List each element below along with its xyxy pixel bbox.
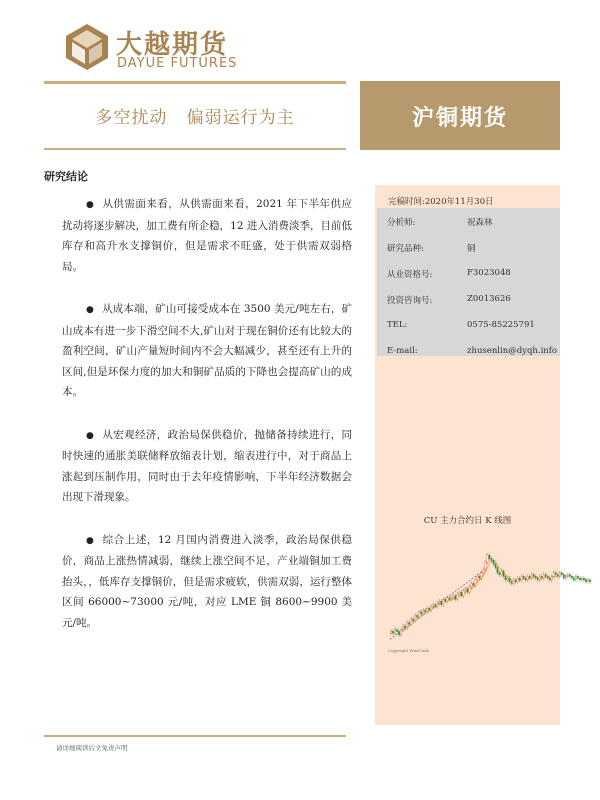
conclusion-list: [62, 194, 352, 655]
candle: [479, 574, 480, 580]
candle: [396, 627, 397, 633]
logo-text-en: DAYUE FUTURES: [117, 56, 238, 71]
subtitle-divider: [44, 148, 346, 150]
info-row-consult: [377, 286, 560, 312]
candle: [441, 599, 442, 607]
info-row-qualification: [377, 260, 560, 286]
report-title: 沪铜期货: [411, 106, 508, 131]
info-label: 分析师:: [387, 218, 416, 228]
email-value[interactable]: zhusenlin@dyqh.info: [467, 346, 558, 356]
candle: [461, 590, 462, 598]
candle: [420, 610, 421, 616]
candle: [577, 574, 578, 580]
candle: [529, 574, 530, 580]
candle: [495, 562, 496, 570]
candle: [565, 574, 566, 580]
candle: [533, 572, 534, 578]
candle: [511, 580, 512, 586]
candle: [515, 578, 516, 584]
candle: [579, 576, 580, 582]
email-label: E-mail:: [387, 346, 418, 356]
trend-line: [390, 568, 486, 639]
candle: [473, 581, 474, 587]
candle: [497, 565, 498, 575]
candle: [545, 572, 546, 578]
candle: [457, 592, 458, 602]
candle: [437, 601, 438, 609]
candle: [400, 627, 401, 637]
conclusion-text: 从供需面来看，从供需面来看，2021 年下半年供应扰动将逐步解决，加工费有所企稳，12 进入消费淡季，目前低库存和高升水支撑铜价，但是需求不旺盛，处于供需双弱格局。: [62, 198, 352, 273]
candle: [523, 574, 524, 580]
candle: [539, 574, 540, 582]
candle: [426, 606, 427, 614]
tel-label: TEL:: [387, 320, 408, 330]
candle: [451, 596, 452, 602]
chart-title: CU 主力合约日 K 线图: [423, 516, 512, 526]
candle: [569, 572, 570, 578]
candle: [487, 553, 488, 564]
candle: [555, 571, 556, 577]
candle: [410, 617, 411, 627]
candle: [503, 569, 504, 579]
footer-divider: [44, 735, 346, 737]
candle: [527, 574, 528, 582]
report-subtitle: 多空扰动 偏弱运行为主: [95, 108, 295, 128]
disclaimer-note: 请详细阅读后文免责声明: [56, 744, 128, 752]
company-logo: [64, 22, 264, 74]
candle: [519, 576, 520, 582]
candle: [507, 576, 508, 582]
candle: [587, 578, 588, 584]
conclusion-text: 从宏观经济，政治局保供稳价，抛储备持续进行，同时快速的通胀美联储释放缩表计划，缩表进行中，对于商品上涨起到压制作用，同时由于去年疫情影响，下半年经济数据会出现下滑现象。: [62, 428, 352, 503]
logo-mark-icon: [64, 22, 110, 72]
bullet-icon: [86, 194, 102, 216]
candle: [467, 587, 468, 595]
candle: [521, 574, 522, 582]
candle: [551, 574, 552, 582]
report-title-box: [360, 81, 560, 150]
info-value: 祝森林: [467, 218, 493, 228]
bullet-icon: [86, 530, 102, 552]
info-row-variety: [377, 234, 560, 260]
conclusion-item: [62, 530, 352, 634]
candle: [398, 629, 399, 637]
candle: [431, 604, 432, 612]
candle: [567, 572, 568, 578]
info-label: 投资咨询号:: [387, 296, 433, 306]
section-title: 研究结论: [44, 170, 88, 183]
tel-value: 0575-85225791: [467, 320, 535, 330]
conclusion-item: [62, 194, 352, 277]
candle: [571, 574, 572, 580]
chart-source: Copyright Wind Info: [388, 648, 430, 653]
candle: [394, 627, 395, 635]
candle: [493, 558, 494, 566]
candle: [531, 572, 532, 580]
conclusion-item: [62, 425, 352, 508]
candle: [525, 576, 526, 582]
conclusion-item: [62, 299, 352, 403]
candle: [428, 606, 429, 612]
info-value: 铜: [467, 244, 476, 254]
candle: [483, 567, 484, 575]
candle: [581, 576, 582, 582]
candle: [589, 578, 590, 584]
candle: [557, 572, 558, 578]
candle: [541, 574, 542, 580]
candle: [547, 574, 548, 580]
candle: [499, 571, 500, 577]
candle: [459, 590, 460, 596]
candle: [561, 571, 562, 577]
candle: [517, 576, 518, 584]
candle: [392, 629, 393, 635]
candle: [583, 576, 584, 582]
candle: [455, 594, 456, 602]
info-value: Z0013626: [467, 294, 511, 304]
candle: [443, 597, 444, 607]
candle: [575, 574, 576, 582]
info-row-tel: [377, 312, 560, 338]
candle: [553, 571, 554, 579]
candle: [489, 553, 490, 561]
candle: [585, 578, 586, 584]
candle: [563, 572, 564, 580]
header-divider: [44, 81, 346, 84]
candle: [485, 560, 486, 571]
candle: [535, 574, 536, 580]
candlestick-chart: [388, 540, 593, 650]
candle: [513, 578, 514, 586]
info-row-email: [377, 338, 560, 364]
info-value: F3023048: [467, 268, 511, 278]
candle: [463, 588, 464, 598]
bullet-icon: [86, 299, 102, 321]
info-label: 研究品种:: [387, 244, 424, 254]
info-label: 从业资格号:: [387, 270, 433, 280]
candle: [559, 571, 560, 579]
conclusion-text: 从成本端，矿山可接受成本在 3500 美元/吨左右，矿山成本有进一步下滑空间不大,矿山对于现在铜价还有比较大的盈利空间，矿山产量短时间内不会大幅减少，甚至还有上升的区间,但是环保力度的加大和铜矿品质的下降也会提高矿山的成本。: [62, 303, 352, 398]
candle: [477, 574, 478, 582]
bullet-icon: [86, 425, 102, 447]
info-row-analyst: [377, 208, 560, 234]
moving-average-line: [391, 560, 590, 632]
analyst-info-table: [377, 208, 560, 356]
candle: [390, 629, 391, 635]
conclusion-text: 综合上述，12 月国内消费进入淡季，政治局保供稳价，商品上涨热情减弱，继续上涨空间不足，产业端铜加工费抬头，，低库存支撑铜价，但是需求疲软，供需双弱，运行整体区间 66000~73000 元/吨，对应 LME 铜 8600~9900 美元/吨。: [62, 533, 352, 629]
candle: [465, 587, 466, 593]
completion-date: 完稿时间:2020年11月30日: [388, 197, 494, 207]
logo-text-cn: 大越期货: [116, 30, 229, 60]
candle: [404, 624, 405, 630]
candle: [469, 585, 470, 595]
candle: [543, 572, 544, 580]
